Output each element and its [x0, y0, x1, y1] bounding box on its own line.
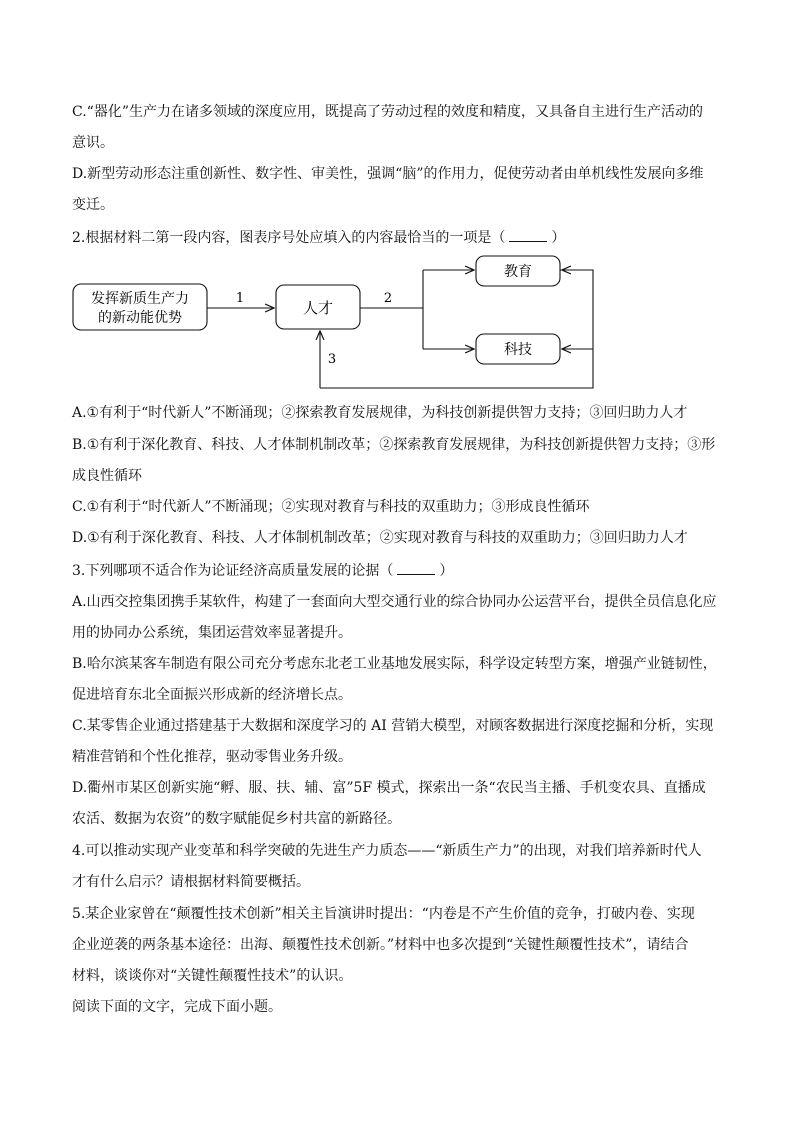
- arrow-3-label: 3: [327, 352, 337, 367]
- box-technology-label: 科技: [504, 342, 532, 358]
- q3-option-c-line-1: C.某零售企业通过搭建基于大数据和深度学习的 AI 营销大模型，对顾客数据进行深度挖掘和分析，实现: [72, 718, 714, 734]
- arrow-1-label: 1: [235, 291, 245, 306]
- question-3-stem: [72, 560, 453, 581]
- question-4-line-2: 才有什么启示？请根据材料简要概括。: [72, 874, 310, 890]
- q3-option-c-line-2: 精准营销和个性化推荐，驱动零售业务升级。: [72, 749, 352, 765]
- q2-option-d: D.①有利于深化教育、科技、人才体制机制改革；②实现对教育与科技的双重助力；③回归助力人才: [72, 530, 688, 546]
- option-c-line-2: 意识。: [72, 135, 114, 151]
- box-new-productivity-label-1: 发挥新质生产力: [91, 291, 189, 307]
- answer-blank[interactable]: [509, 227, 547, 242]
- box-education-label: 教育: [504, 264, 532, 280]
- question-5-line-2: 企业逆袭的两条基本途径：出海、颠覆性技术创新。”材料中也多次提到“关键性颠覆性技术”，请结合: [72, 937, 689, 953]
- box-new-productivity-label-2: 的新动能优势: [98, 310, 182, 326]
- q2-option-c: C.①有利于“时代新人”不断涌现；②实现对教育与科技的双重助力；③形成良性循环: [72, 499, 590, 515]
- question-5-line-1: 5.某企业家曾在“颠覆性技术创新”相关主旨演讲时提出：“内卷是不产生价值的竞争，打破内卷、实现: [72, 906, 695, 922]
- answer-blank[interactable]: [397, 560, 435, 575]
- q2-option-a: A.①有利于“时代新人”不断涌现；②探索教育发展规律，为科技创新提供智力支持；③回归助力人才: [72, 405, 688, 421]
- question-2-stem-text: 2.根据材料二第一段内容，图表序号处应填入的内容最恰当的一项是（: [72, 230, 506, 246]
- q3-option-b-line-1: B.哈尔滨某客车制造有限公司充分考虑东北老工业基地发展实际，科学设定转型方案，增强产业链韧性，: [72, 656, 717, 672]
- arrow-2-label: 2: [383, 291, 393, 306]
- q2-option-b-line-2: 成良性循环: [72, 468, 142, 484]
- q3-option-a-line-2: 用的协同办公系统，集团运营效率显著提升。: [72, 625, 352, 641]
- box-talent-label: 人才: [302, 299, 334, 317]
- q3-option-d-line-1: D.衢州市某区创新实施“孵、服、扶、辅、富”5F 模式，探索出一条“农民当主播、手机变农具、直播成: [72, 780, 706, 796]
- arrow-3-loop: [320, 270, 593, 388]
- flow-diagram: [0, 250, 794, 400]
- option-d-line-2: 变迁。: [72, 197, 114, 213]
- option-c-line-1: C.“器化”生产力在诸多领域的深度应用，既提高了劳动过程的效度和精度，又具备自主进行生产活动的: [72, 104, 703, 120]
- question-3-stem-close: ）: [439, 563, 454, 579]
- q3-option-d-line-2: 农活、数据为农资”的数字赋能促乡村共富的新路径。: [72, 811, 402, 827]
- q2-option-b-line-1: B.①有利于深化教育、科技、人才体制机制改革；②探索教育发展规律，为科技创新提供智力支持；③形: [72, 437, 716, 453]
- q3-option-b-line-2: 促进培育东北全面振兴形成新的经济增长点。: [72, 687, 352, 703]
- question-3-stem-text: 3.下列哪项不适合作为论证经济高质量发展的论据（: [72, 563, 394, 579]
- option-d-line-1: D.新型劳动形态注重创新性、数字性、审美性，强调“脑”的作用力，促使劳动者由单机线性发展向多维: [72, 166, 704, 182]
- question-2-stem: [72, 227, 565, 248]
- question-5-line-3: 材料，谈谈你对“关键性颠覆性技术”的认识。: [72, 968, 353, 984]
- question-4-line-1: 4.可以推动实现产业变革和科学突破的先进生产力质态——“新质生产力”的出现，对我们培养新时代人: [72, 843, 702, 859]
- q3-option-a-line-1: A.山西交控集团携手某软件，构建了一套面向大型交通行业的综合协同办公运营平台，提供全员信息化应: [72, 594, 717, 610]
- reading-instruction: 阅读下面的文字，完成下面小题。: [72, 999, 282, 1015]
- question-2-stem-close: ）: [551, 230, 566, 246]
